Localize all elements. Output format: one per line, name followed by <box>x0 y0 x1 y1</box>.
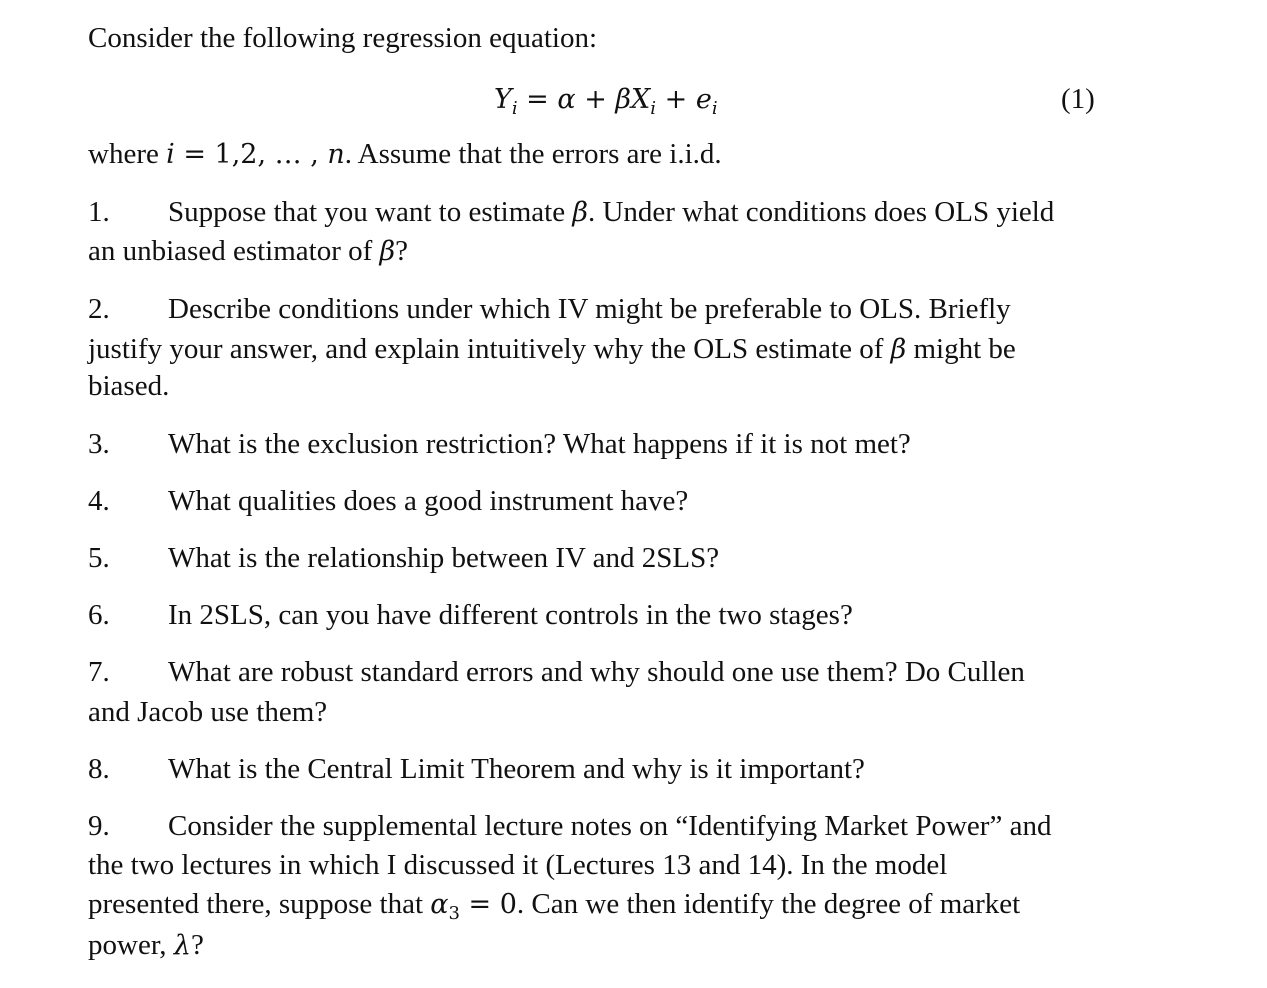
q1-text-d: ? <box>395 235 409 267</box>
q2-text-b: justify your answer, and explain intuitively why the OLS estimate of <box>88 333 891 365</box>
question-number: 3. <box>88 428 110 460</box>
where-clause <box>88 140 722 169</box>
q9-alpha-subscript: 3 <box>448 903 460 924</box>
eq-alpha: α <box>557 84 576 115</box>
question-5 <box>88 544 719 573</box>
question-2 <box>88 295 1011 324</box>
question-number: 5. <box>88 542 110 574</box>
q9-text-c: presented there, suppose that <box>88 888 431 920</box>
eq-plus: + <box>575 84 616 115</box>
question-number: 6. <box>88 599 110 631</box>
question-2-cont2: biased. <box>88 370 170 402</box>
q6-text: In 2SLS, can you have different controls in the two stages? <box>168 599 853 631</box>
question-number: 8. <box>88 753 110 785</box>
q3-text: What is the exclusion restriction? What happens if it is not met? <box>168 428 911 460</box>
q1-text-c: an unbiased estimator of <box>88 235 380 267</box>
where-i: i <box>166 139 175 170</box>
q9-text-f: ? <box>190 929 204 961</box>
intro-text: Consider the following regression equation: <box>88 22 598 54</box>
q5-text: What is the relationship between IV and 2SLS? <box>168 542 720 574</box>
question-number: 1. <box>88 196 110 228</box>
question-9-cont2 <box>88 890 1020 923</box>
where-n: n <box>327 139 345 170</box>
eq-sub-i: i <box>511 98 518 119</box>
eq-equals: = <box>517 84 558 115</box>
where-range: = 1,2, … , <box>174 139 328 170</box>
question-8 <box>88 755 865 784</box>
q9-equals-zero: = 0 <box>459 889 517 920</box>
question-7 <box>88 658 1025 687</box>
question-7-cont: and Jacob use them? <box>88 696 328 728</box>
q9-text-a: Consider the supplemental lecture notes on “Identifying Market Power” and <box>168 810 1052 842</box>
question-number: 4. <box>88 485 110 517</box>
eq-sub-i: i <box>711 98 718 119</box>
eq-Y: Y <box>494 84 512 115</box>
where-post: . Assume that the errors are i.i.d. <box>344 138 722 170</box>
eq-X: X <box>631 84 651 115</box>
question-4 <box>88 487 688 516</box>
q4-text: What qualities does a good instrument have? <box>168 485 689 517</box>
where-pre: where <box>88 138 167 170</box>
eq-beta: β <box>615 84 632 115</box>
question-number: 2. <box>88 293 110 325</box>
question-9 <box>88 812 1051 841</box>
question-2-cont <box>88 335 1016 364</box>
q1-beta-2: β <box>379 236 396 267</box>
question-1-cont <box>88 237 408 266</box>
q9-alpha: α <box>430 889 449 920</box>
eq-plus: + <box>656 84 696 115</box>
q9-lambda: λ <box>173 930 191 961</box>
question-number: 7. <box>88 656 110 688</box>
q2-text-c: might be <box>906 333 1016 365</box>
q8-text: What is the Central Limit Theorem and why is it important? <box>168 753 865 785</box>
question-3 <box>88 430 911 459</box>
regression-equation <box>494 83 718 119</box>
question-9-cont3 <box>88 931 204 960</box>
q7-text-a: What are robust standard errors and why should one use them? Do Cullen <box>168 656 1025 688</box>
q2-beta: β <box>890 334 907 365</box>
q9-text-d: . Can we then identify the degree of market <box>516 888 1021 920</box>
question-number: 9. <box>88 810 110 842</box>
q1-text-a: Suppose that you want to estimate <box>168 196 573 228</box>
question-1 <box>88 198 1054 227</box>
eq-e: e <box>695 84 712 115</box>
q9-text-e: power, <box>88 929 174 961</box>
q1-text-b: . Under what conditions does OLS yield <box>587 196 1055 228</box>
question-9-cont: the two lectures in which I discussed it (Lectures 13 and 14). In the model <box>88 849 948 881</box>
q1-beta: β <box>572 197 588 228</box>
question-6 <box>88 601 853 630</box>
q2-text-a: Describe conditions under which IV might be preferable to OLS. Briefly <box>168 293 1011 325</box>
equation-number: (1) <box>1061 83 1095 115</box>
eq-sub-i: i <box>650 98 657 119</box>
